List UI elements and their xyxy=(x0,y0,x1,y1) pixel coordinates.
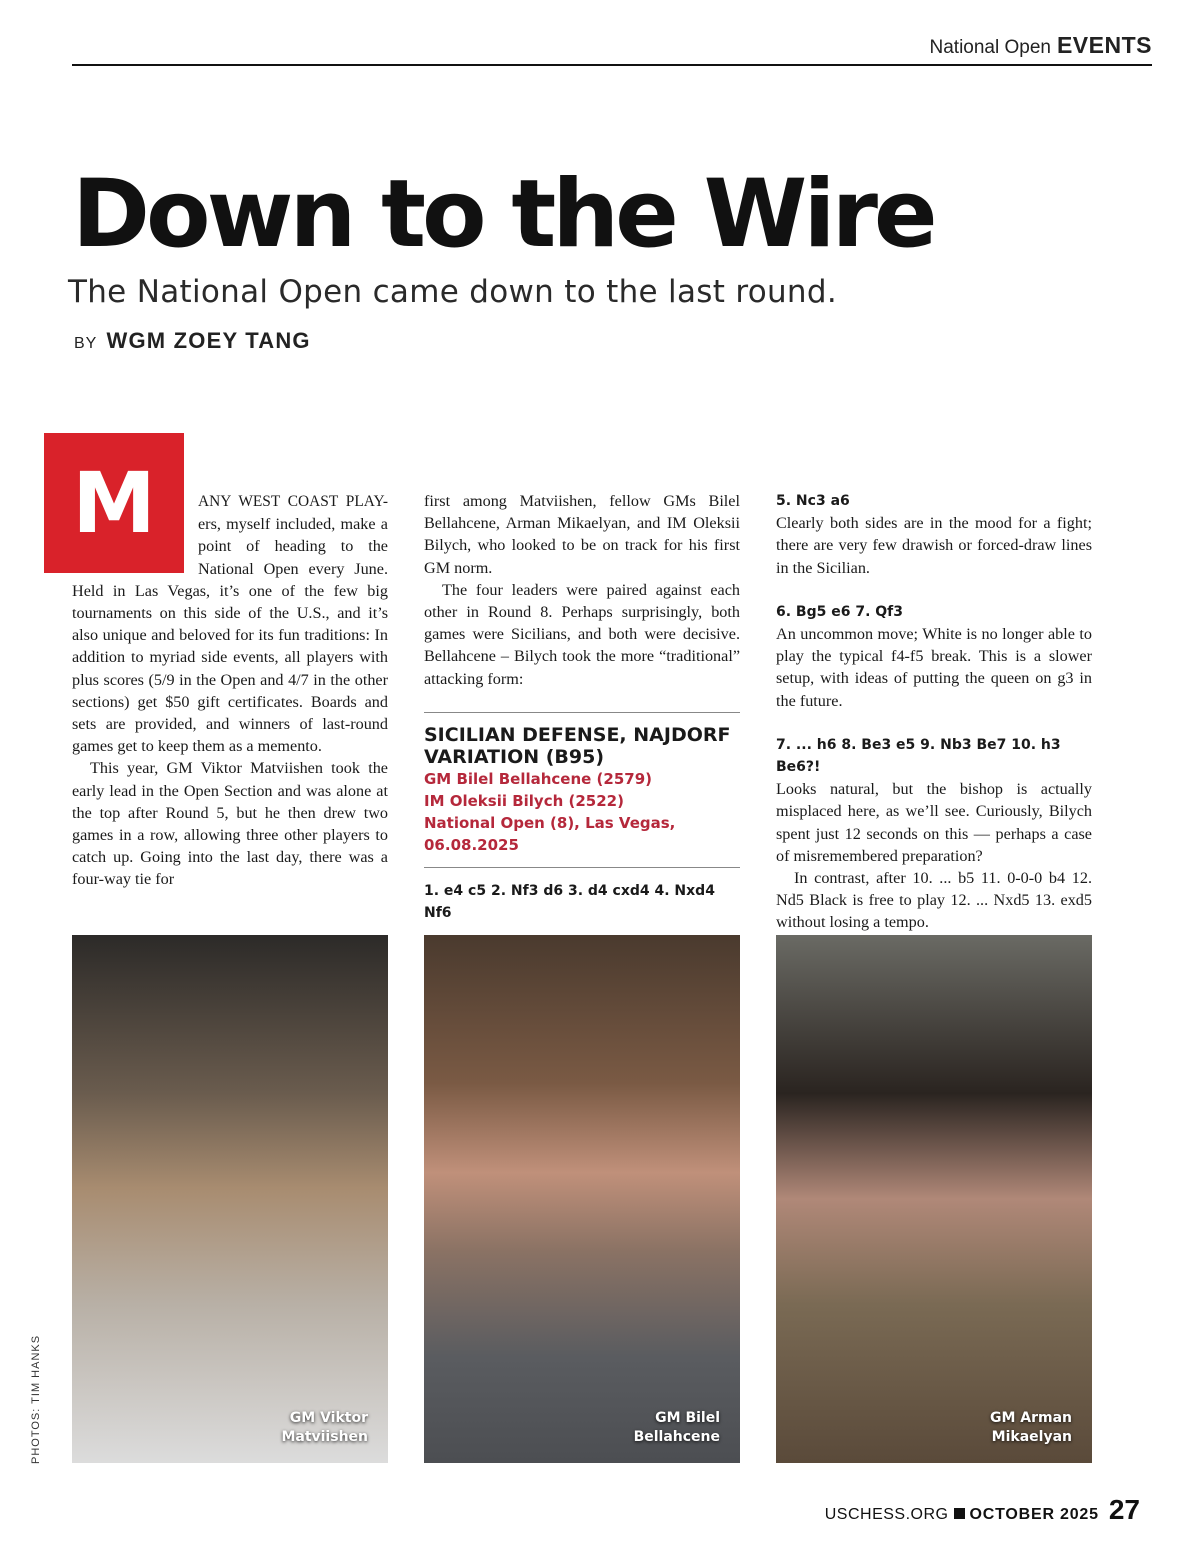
page-number: 27 xyxy=(1108,1494,1140,1525)
player-photo xyxy=(776,935,1092,1463)
article-dek: The National Open came down to the last round. xyxy=(68,274,837,310)
photo-credit: PHOTOS: TIM HANKS xyxy=(30,1334,42,1464)
byline-author: WGM ZOEY TANG xyxy=(106,328,311,353)
player-photo xyxy=(72,935,388,1463)
byline xyxy=(74,328,311,354)
annotation: An uncommon move; White is no longer able to play the typical f4-f5 break. This is a slower setup, with ideas of putting the queen on g3 in the future. xyxy=(776,625,1092,710)
game-event: National Open (8), Las Vegas, 06.08.2025 xyxy=(424,814,676,855)
caption-line: GM Viktor xyxy=(289,1410,368,1426)
column-2 xyxy=(424,490,740,924)
lead-in-caps: ANY WEST COAST PLAY- xyxy=(198,493,388,510)
running-head-section: EVENTS xyxy=(1056,32,1152,58)
opening-moves: 1. e4 c5 2. Nf3 d6 3. d4 cxd4 4. Nxd4 Nf6 xyxy=(424,882,715,921)
footer-issue: OCTOBER 2025 xyxy=(969,1506,1099,1523)
byline-prefix: BY xyxy=(74,335,98,352)
annotation: Clearly both sides are in the mood for a fight; there are very few drawish or forced-draw lines in the Sicilian. xyxy=(776,514,1092,577)
drop-cap: M xyxy=(44,433,184,573)
paragraph: first among Matviishen, fellow GMs Bilel Bellahcene, Arman Mikaelyan, and IM Oleksii Bilych, who looked to be on track for his first GM norm. xyxy=(424,492,740,577)
player-photo xyxy=(424,935,740,1463)
paragraph: The four leaders were paired against each other in Round 8. Perhaps surprisingly, both games were Sicilians, and both were decisive. Bellahcene – Bilych took the more “traditional” attacking form: xyxy=(424,580,740,688)
caption-line: Matviishen xyxy=(281,1429,368,1445)
footer-separator xyxy=(954,1508,965,1519)
footer-site: USCHESS.ORG xyxy=(824,1506,949,1523)
move-heading: 6. Bg5 e6 7. Qf3 xyxy=(776,603,904,620)
photo-caption xyxy=(281,1409,368,1447)
caption-line: Bellahcene xyxy=(633,1429,720,1445)
move-heading: 5. Nc3 a6 xyxy=(776,493,850,509)
photo-caption xyxy=(634,1409,720,1447)
header-rule xyxy=(72,64,1152,66)
game-header xyxy=(424,712,740,868)
running-head xyxy=(930,32,1153,59)
column-3 xyxy=(776,490,1092,934)
page-footer xyxy=(825,1494,1140,1526)
black-player: IM Oleksii Bilych (2522) xyxy=(424,792,624,811)
photo-caption xyxy=(990,1409,1072,1447)
column-1 xyxy=(72,454,388,891)
caption-line: GM Arman xyxy=(989,1410,1072,1426)
paragraph: This year, GM Viktor Matviishen took the early lead in the Open Section and was alone at the top after Round 5, but he then drew two games in a row, allowing three other players to catch up. Going into the last day, there was a four-way tie for xyxy=(72,759,388,889)
paragraph-text: ers, myself included, make a point of heading to the National Open every June. Held in Las Vegas, it’s one of the few big tournaments on this side of the U.S., and it’s also unique and beloved for its fun traditions: In addition to myriad side events, all players with plus scores (5/9 in the Open and 4/7 in the other sections) get $50 gift certificates. Boards and sets are provided, and winners of last-round games get to keep them as a memento. xyxy=(72,515,388,756)
white-player: GM Bilel Bellahcene (2579) xyxy=(424,769,653,788)
annotation: In contrast, after 10. ... b5 11. 0-0-0 b4 12. Nd5 Black is free to play 12. ... Nxd5 13. exd5 without losing a tempo. xyxy=(776,869,1092,932)
annotation: Looks natural, but the bishop is actually misplaced here, as we’ll see. Curiously, Bilych spent just 12 seconds on this — perhaps a case of misremembered preparation? xyxy=(776,780,1092,865)
move-heading: 7. ... h6 8. Be3 e5 9. Nb3 Be7 10. h3 Be6?! xyxy=(776,736,1061,776)
opening-name: SICILIAN DEFENSE, NAJDORF VARIATION (B95) xyxy=(424,723,731,768)
running-head-title: National Open xyxy=(929,37,1051,58)
caption-line: Mikaelyan xyxy=(991,1429,1072,1445)
caption-line: GM Bilel xyxy=(655,1410,720,1426)
article-title: Down to the Wire xyxy=(72,160,934,269)
